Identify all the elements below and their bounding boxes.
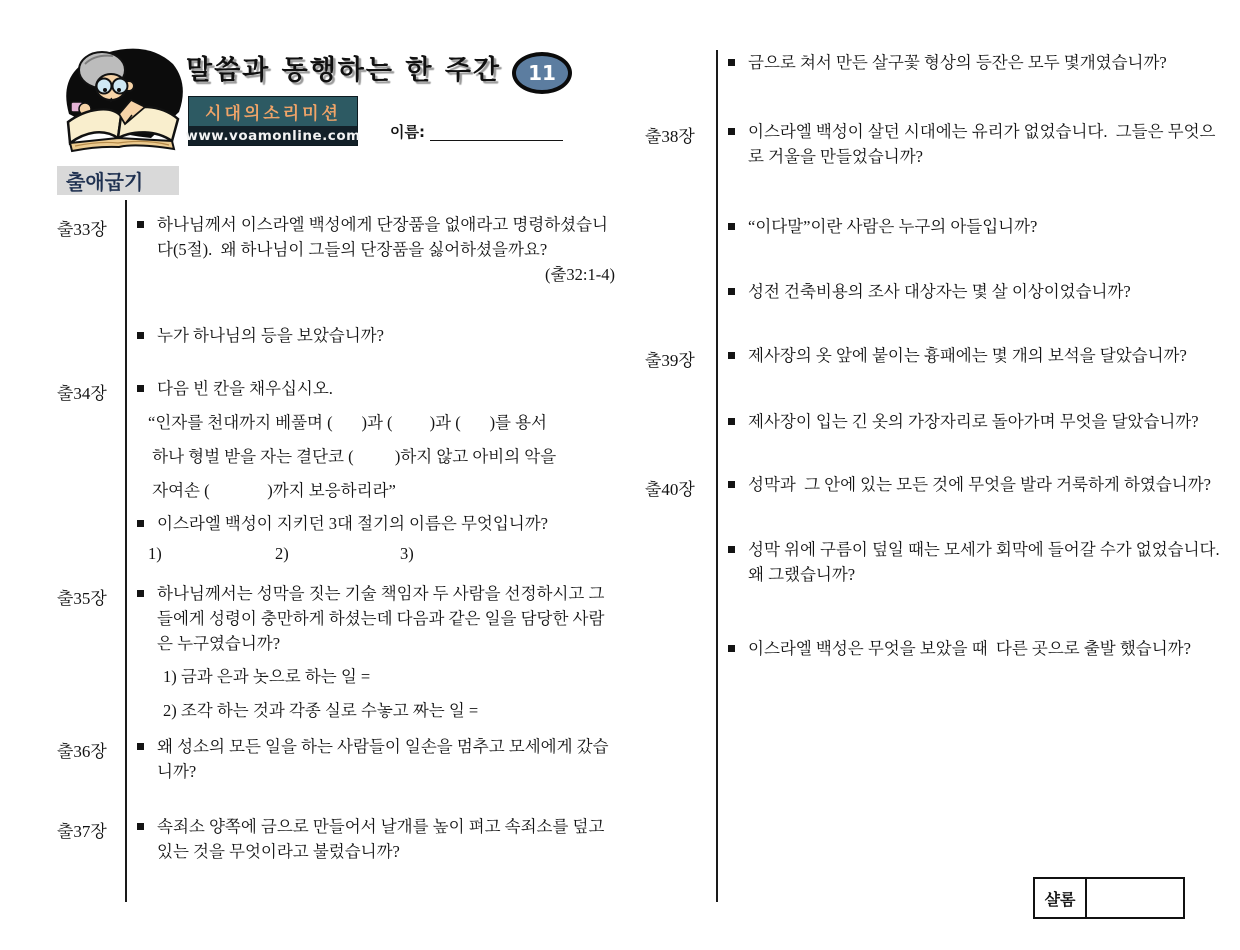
chapter-label-ex39: 출39장 [645, 351, 695, 370]
shalom-label: 샬롬 [1035, 879, 1087, 917]
page-title: 말씀과 동행하는 한 주간 [186, 55, 502, 86]
reading-person-icon [55, 42, 190, 154]
sub-question-1: 1) 금과 은과 놋으로 하는 일 = [163, 667, 371, 686]
mission-logo [185, 96, 361, 146]
mission-logo-url: www.voamonline.com [185, 127, 361, 144]
mission-logo-name: 시대의소리미션 [189, 97, 357, 126]
bullet-icon [137, 385, 144, 392]
question-text: 왜 성소의 모든 일을 하는 사람들이 일손을 멈추고 모세에게 갔습니까? [157, 737, 609, 781]
answer-slot-2: 2) [275, 544, 289, 563]
reader-clipart [55, 42, 190, 154]
question-ex38-1 [728, 119, 1230, 169]
question-ex40-1 [728, 472, 1230, 497]
verse-line-3: 자여손 ( )까지 보응하리라” [148, 481, 396, 500]
chapter-label-ex40: 출40장 [645, 480, 695, 499]
scripture-reference: (출32:1-4) [544, 265, 615, 284]
chapter-label-ex35: 출35장 [57, 589, 107, 608]
sub-question-2: 2) 조각 하는 것과 각종 실로 수놓고 짜는 일 = [163, 701, 479, 720]
issue-number-badge: 11 [512, 52, 572, 94]
bullet-icon [137, 823, 144, 830]
question-text: 하나님께서 이스라엘 백성에게 단장품을 없애라고 명령하셨습니다(5절). 왜 하나님이 그들의 단장품을 싫어하셨을까요? [157, 215, 608, 259]
question-text: 누가 하나님의 등을 보았습니까? [157, 326, 384, 345]
question-ex35-1 [137, 581, 615, 656]
bullet-icon [728, 481, 735, 488]
bullet-icon [728, 128, 735, 135]
chapter-label-ex34: 출34장 [57, 384, 107, 403]
bullet-icon [137, 590, 144, 597]
shalom-stamp-table [1033, 877, 1185, 919]
question-ex33-2 [137, 323, 615, 348]
chapter-label-ex36: 출36장 [57, 742, 107, 761]
question-text: 금으로 쳐서 만든 살구꽃 형상의 등잔은 모두 몇개였습니까? [748, 53, 1167, 72]
question-text: 성막 위에 구름이 덮일 때는 모세가 회막에 들어갈 수가 없었습니다. 왜 그랬습니까? [748, 540, 1228, 584]
book-section-header: 출애굽기 [57, 166, 179, 195]
question-text: 성막과 그 안에 있는 모든 것에 무엇을 발라 거룩하게 하였습니까? [748, 475, 1211, 494]
question-ex40-3 [728, 636, 1230, 661]
question-ex38-2 [728, 214, 1230, 239]
verse-line-2: 하나 형벌 받을 자는 결단코 ( )하지 않고 아비의 악을 [148, 447, 557, 466]
bullet-icon [728, 59, 735, 66]
bullet-icon [728, 418, 735, 425]
name-label: 이름: [390, 123, 425, 141]
question-ex37-2 [728, 50, 1230, 75]
bullet-icon [728, 645, 735, 652]
question-text: 이스라엘 백성이 살던 시대에는 유리가 없었습니다. 그들은 무엇으로 거울을 만들었습니까? [748, 122, 1216, 166]
question-ex34-2 [137, 511, 615, 536]
question-text: 성전 건축비용의 조사 대상자는 몇 살 이상이었습니까? [748, 282, 1131, 301]
question-ex40-2 [728, 537, 1230, 587]
question-text: 하나님께서는 성막을 짓는 기술 책임자 두 사람을 선정하시고 그들에게 성령이 충만하게 하셨는데 다음과 같은 일을 담당한 사람은 누구였습니까? [157, 584, 605, 653]
bullet-icon [137, 332, 144, 339]
question-ex38-3 [728, 279, 1230, 304]
question-text: 이스라엘 백성이 지키던 3대 절기의 이름은 무엇입니까? [157, 514, 548, 533]
bullet-icon [137, 221, 144, 228]
bullet-icon [728, 288, 735, 295]
bullet-icon [728, 546, 735, 553]
question-text: 속죄소 양쪽에 금으로 만들어서 날개를 높이 펴고 속죄소를 덮고 있는 것을 무엇이라고 불렀습니까? [157, 817, 609, 861]
question-text: “이다말”이란 사람은 누구의 아들입니까? [748, 217, 1038, 236]
question-text: 제사장의 옷 앞에 붙이는 흉패에는 몇 개의 보석을 달았습니까? [748, 346, 1187, 365]
verse-line-1: “인자를 천대까지 베풀며 ( )과 ( )과 ( )를 용서 [148, 413, 548, 432]
fill-in-blank-verse [148, 406, 618, 508]
question-ex39-2 [728, 409, 1230, 434]
question-ex37-1 [137, 814, 615, 864]
question-text: 제사장이 입는 긴 옷의 가장자리로 돌아가며 무엇을 달았습니까? [748, 412, 1199, 431]
question-text: 다음 빈 칸을 채우십시오. [157, 379, 333, 398]
bullet-icon [137, 743, 144, 750]
chapter-label-ex33: 출33장 [57, 220, 107, 239]
question-ex34-1 [137, 376, 615, 401]
bullet-icon [137, 520, 144, 527]
question-text: 이스라엘 백성은 무엇을 보았을 때 다른 곳으로 출발 했습니까? [748, 639, 1191, 658]
bullet-icon [728, 223, 735, 230]
chapter-label-ex38: 출38장 [645, 127, 695, 146]
answer-slot-1: 1) [148, 544, 162, 563]
name-blank-line [430, 124, 563, 141]
bullet-icon [728, 352, 735, 359]
shalom-blank-cell [1087, 879, 1183, 917]
answer-slot-3: 3) [400, 544, 414, 563]
chapter-label-ex37: 출37장 [57, 822, 107, 841]
question-ex33-1 [137, 212, 615, 287]
left-column-divider [125, 200, 127, 902]
question-ex39-1 [728, 343, 1230, 368]
question-ex36-1 [137, 734, 615, 784]
right-column-divider [716, 50, 718, 902]
